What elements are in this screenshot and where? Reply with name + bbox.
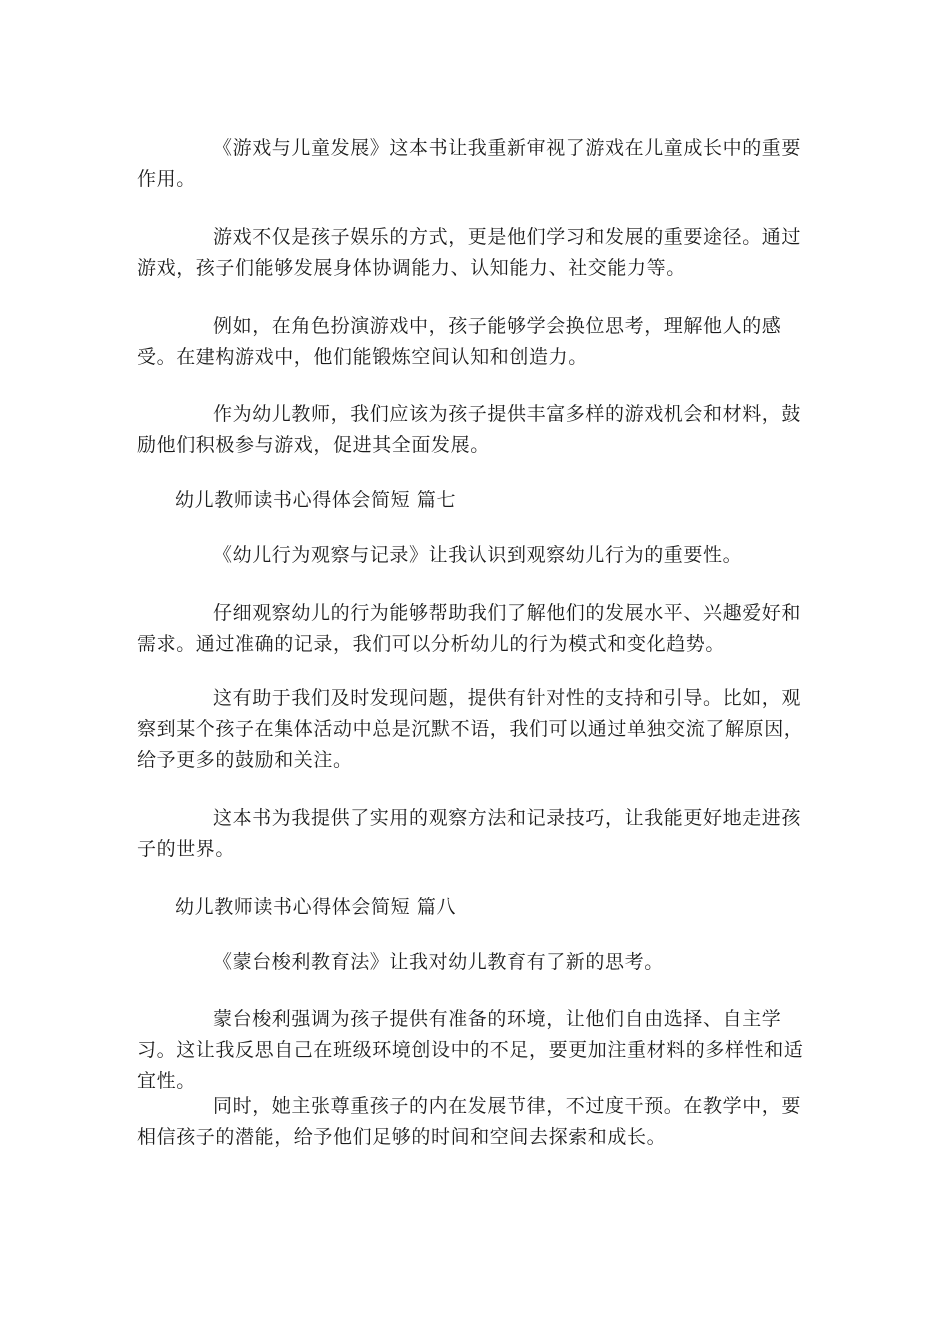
paragraph: 游戏不仅是孩子娱乐的方式，更是他们学习和发展的重要途径。通过游戏，孩子们能够发展身体协调能力、认知能力、社交能力等。 <box>137 226 802 279</box>
section-heading: 幼儿教师读书心得体会简短 篇八 <box>175 896 457 918</box>
paragraph: 《游戏与儿童发展》这本书让我重新审视了游戏在儿童成长中的重要作用。 <box>137 137 802 190</box>
paragraph: 这本书为我提供了实用的观察方法和记录技巧，让我能更好地走进孩子的世界。 <box>137 807 802 860</box>
paragraph: 作为幼儿教师，我们应该为孩子提供丰富多样的游戏机会和材料，鼓励他们积极参与游戏，促进其全面发展。 <box>137 403 802 456</box>
paragraph: 仔细观察幼儿的行为能够帮助我们了解他们的发展水平、兴趣爱好和需求。通过准确的记录，我们可以分析幼儿的行为模式和变化趋势。 <box>137 602 802 655</box>
paragraph: 《蒙台梭利教育法》让我对幼儿教育有了新的思考。 <box>213 951 664 973</box>
paragraph: 例如，在角色扮演游戏中，孩子能够学会换位思考，理解他人的感受。在建构游戏中，他们能锻炼空间认知和创造力。 <box>137 315 782 368</box>
section-heading: 幼儿教师读书心得体会简短 篇七 <box>175 489 457 511</box>
paragraph: 同时，她主张尊重孩子的内在发展节律，不过度干预。在教学中，要相信孩子的潜能，给予他们足够的时间和空间去探索和成长。 <box>137 1095 802 1148</box>
paragraph: 《幼儿行为观察与记录》让我认识到观察幼儿行为的重要性。 <box>213 544 743 566</box>
paragraph: 蒙台梭利强调为孩子提供有准备的环境，让他们自由选择、自主学习。这让我反思自己在班级环境创设中的不足，要更加注重材料的多样性和适宜性。 <box>137 1008 804 1092</box>
paragraph: 这有助于我们及时发现问题，提供有针对性的支持和引导。比如，观察到某个孩子在集体活动中总是沉默不语，我们可以通过单独交流了解原因，给予更多的鼓励和关注。 <box>137 687 804 771</box>
